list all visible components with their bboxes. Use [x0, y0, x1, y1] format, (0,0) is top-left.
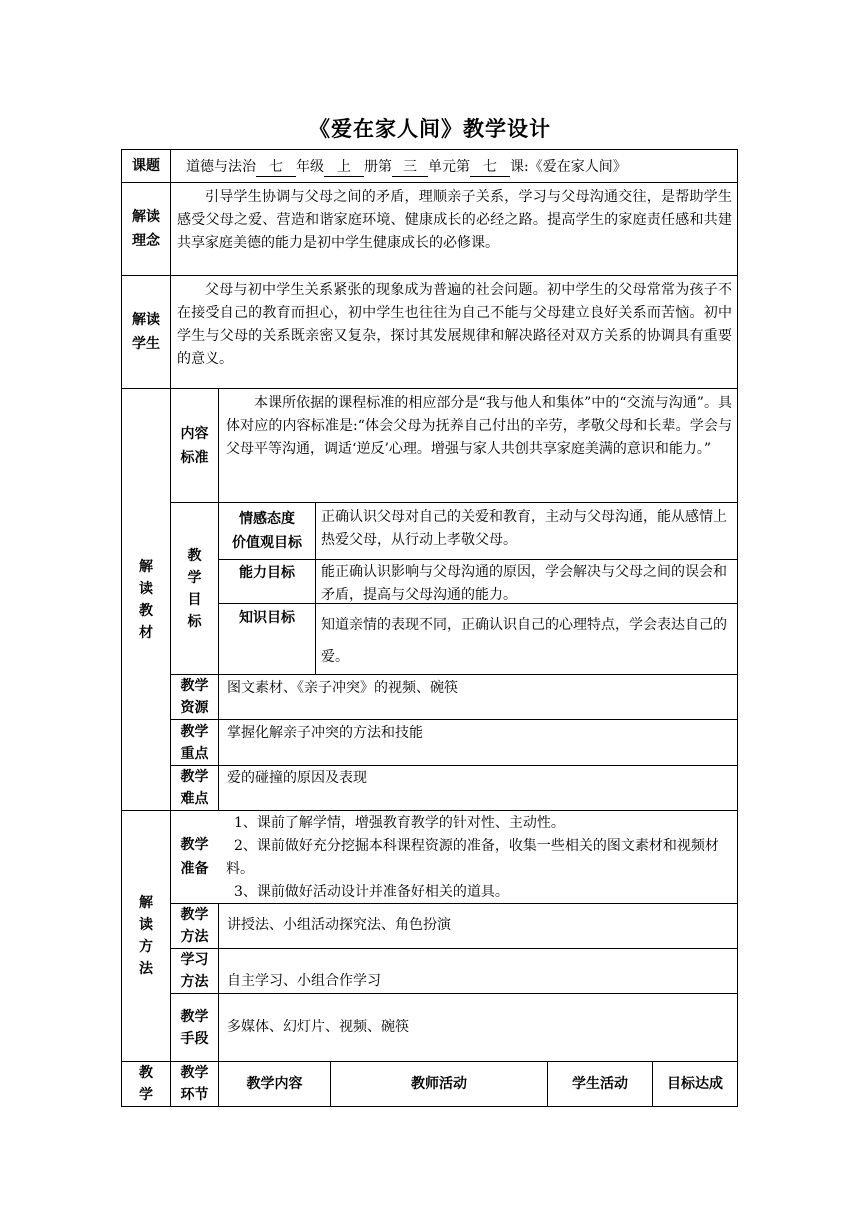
goal-ability-label: 能力目标: [239, 565, 295, 581]
topic-subject: 道德与法治: [186, 159, 256, 175]
methods-label: 解 读 方 法: [139, 895, 153, 977]
difficulty-text: 爱的碰撞的原因及表现: [227, 770, 367, 786]
students-text: 父母与初中学生关系紧张的现象成为普遍的社会问题。初中学生的父母常常为孩子不在接受自己的教育而担心，初中学生也往往为自己不能与父母建立良好关系而苦恼。初中学生与父母的关系既亲密又复杂，探讨其发展规律和解决路径对双方关系的协调具有重要的意义。: [177, 282, 732, 367]
standard-text: 本课所依据的课程标准的相应部分是“我与他人和集体”中的“交流与沟通”。具体对应的内容标准是:“体会父母为抚养自己付出的辛劳，孝敬父母和长辈。学会与父母平等沟通，调适‘逆反’心理。增强与家人共创共享家庭美满的意识和能力。”: [226, 395, 732, 457]
goal-knowledge-label: 知识目标: [239, 610, 295, 626]
topic-lesson: 七: [470, 159, 510, 177]
topic-unit: 三: [392, 159, 428, 177]
key-point-label: 教学 重点: [180, 723, 209, 762]
topic-volume-suffix: 册第: [364, 159, 392, 175]
topic-grade-suffix: 年级: [296, 159, 324, 175]
learning-method-text: 自主学习、小组合作学习: [227, 973, 381, 989]
topic-lesson-suffix: 课:《爱在家人间》: [510, 159, 627, 175]
rule: [121, 1106, 738, 1107]
topic-grade: 七: [256, 159, 296, 177]
rule: [121, 149, 738, 150]
rule: [121, 182, 738, 183]
prep-item: 3、课前做好活动设计并准备好相关的道具。: [234, 884, 509, 900]
rule: [170, 674, 738, 675]
topic-label: 课题: [132, 158, 160, 174]
process-col-1: 教 学: [139, 1065, 153, 1103]
rule: [218, 903, 219, 1061]
header-student: 学生活动: [572, 1076, 628, 1092]
prep-item: 2、课前做好充分挖掘本科课程资源的准备，收集一些相关的图文素材和视频材料。: [226, 838, 719, 877]
teaching-method-text: 讲授法、小组活动探究法、角色扮演: [227, 917, 451, 933]
resources-label: 教学 资源: [180, 678, 209, 716]
materials-label: 解 读 教 材: [139, 558, 153, 641]
header-teacher: 教师活动: [411, 1076, 467, 1092]
header-goal: 目标达成: [667, 1076, 723, 1092]
resources-text: 图文素材、《亲子冲突》的视频、碗筷: [227, 680, 458, 696]
students-label: 解读 学生: [132, 312, 160, 352]
difficulty-label: 教学 难点: [180, 769, 209, 807]
means-label: 教学 手段: [180, 1008, 209, 1047]
prep-item: 1、课前了解学情，增强教育教学的针对性、主动性。: [234, 815, 565, 831]
rule: [218, 674, 219, 810]
concept-text: 引导学生协调与父母之间的矛盾，理顺亲子关系，学习与父母沟通交往，是帮助学生感受父母之爱、营造和谐家庭环境、健康成长的必经之路。提高学生的家庭责任感和共建共享家庭美德的能力是初中学生健康成长的必修课。: [177, 189, 732, 251]
rule: [170, 993, 738, 994]
page-title: 《爱在家人间》教学设计: [309, 117, 551, 141]
topic-unit-suffix: 单元第: [428, 159, 470, 175]
goal-emotion-text: 正确认识父母对自己的关爱和教育，主动与父母沟通，能从感情上热爱父母，从行动上孝敬父母。: [321, 509, 727, 548]
goal-ability-text: 能正确认识影响与父母沟通的原因，学会解决与父母之间的误会和矛盾，提高与父母沟通的能力。: [321, 564, 727, 603]
teaching-method-label: 教学 方法: [180, 907, 209, 945]
goal-knowledge-text: 知道亲情的表现不同，正确认识自己的心理特点，学会表达自己的爱。: [321, 617, 727, 665]
topic-line: [186, 155, 736, 179]
standard-label: 内容 标准: [180, 425, 209, 466]
prep-list: [226, 812, 732, 904]
goals-label: 教 学 目 标: [187, 547, 202, 630]
learning-method-label: 学习 方法: [180, 952, 209, 990]
rule: [121, 275, 738, 276]
rule: [170, 719, 738, 720]
concept-label: 解读 理念: [132, 209, 160, 249]
key-point-text: 掌握化解亲子冲突的方法和技能: [227, 725, 423, 741]
rule: [170, 948, 738, 949]
topic-volume: 上: [324, 159, 364, 177]
prep-label: 教学 准备: [180, 837, 209, 877]
process-col-2: 教学 环节: [180, 1065, 209, 1103]
rule: [737, 149, 738, 1107]
rule: [315, 502, 316, 674]
header-content: 教学内容: [246, 1076, 303, 1092]
means-text: 多媒体、幻灯片、视频、碗筷: [227, 1019, 409, 1035]
goal-emotion-label: 情感态度 价值观目标: [232, 511, 302, 551]
